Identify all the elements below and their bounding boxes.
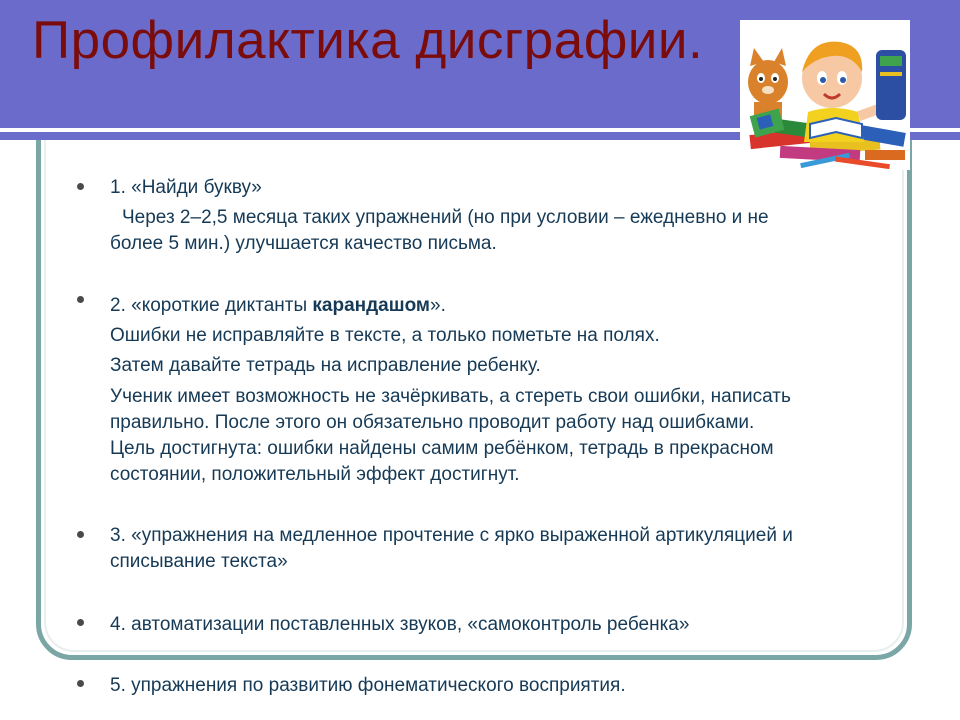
item-2-line-2: Затем давайте тетрадь на исправление ребенку. [110,355,541,376]
item-3-line-2: списывание текста» [110,551,288,572]
bullet-3 [77,531,84,538]
item-2-paragraph-line-3: Цель достигнута: ошибки найдены самим ребёнком, тетрадь в прекрасном [110,438,774,459]
item-2-heading-start: 2. «короткие диктанты [110,295,313,316]
item-1-body-line-2: более 5 мин.) улучшается качество письма. [110,233,497,254]
item-5-text: 5. упражнения по развитию фонематического восприятия. [110,675,626,696]
item-2-paragraph-line-1: Ученик имеет возможность не зачёркивать, а стереть свои ошибки, написать [110,386,791,407]
item-2-heading [110,292,446,319]
bullet-5 [77,680,84,687]
item-2-paragraph-line-2: правильно. После этого он обязательно проводит работу над ошибками. [110,412,755,433]
item-2-heading-end: ». [430,295,446,316]
bullet-1 [77,183,84,190]
item-2-heading-bold: карандашом [312,295,430,316]
item-2-paragraph-line-4: состоянии, положительный эффект достигнут. [110,464,520,485]
slide-title: Профилактика дисграфии. [32,11,704,70]
item-4-text: 4. автоматизации поставленных звуков, «самоконтроль ребенка» [110,614,690,635]
item-3-line-1: 3. «упражнения на медленное прочтение с ярко выраженной артикуляцией и [110,525,793,546]
item-2-line-1: Ошибки не исправляйте в тексте, а только пометьте на полях. [110,325,660,346]
bullet-2 [77,296,84,303]
item-1-body-line-1: Через 2–2,5 месяца таких упражнений (но при условии – ежедневно и не [122,207,769,228]
bullet-4 [77,619,84,626]
item-1-heading: 1. «Найди букву» [110,177,262,198]
